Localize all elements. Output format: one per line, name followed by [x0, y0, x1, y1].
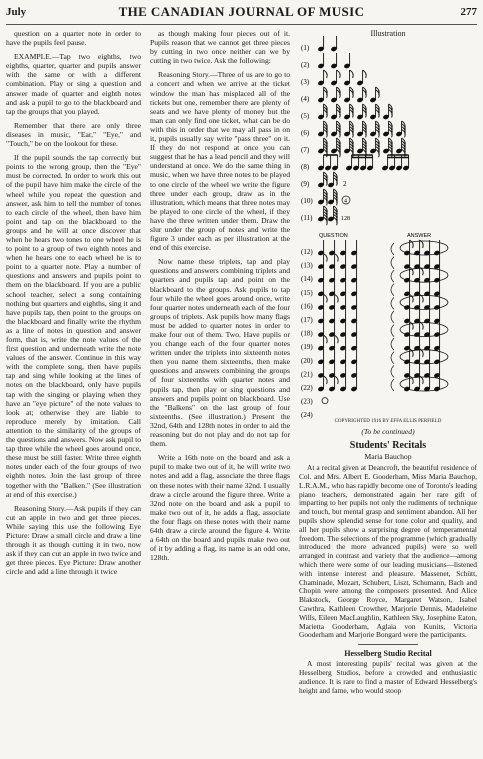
- column-left: [6, 29, 141, 754]
- row-label: (18): [301, 329, 313, 338]
- row-label: (2): [301, 61, 310, 69]
- paragraph: Write a 16th note on the board and ask a pupil to make two out of it, he will write two notes and add a flag, associate the three flags on these notes with their name 32nd. I usually draw a circle around the figure three. Write a 32nd note on the board and ask a pupil to make two out of it, he adds a flag, associate the four flags on these notes with their name 64th draw a circle around the figure 4. Write a 64th on the board and pupils make two out of it by adding a flag, its name is an odd one, 128th.: [150, 453, 290, 563]
- to-be-continued: (To be continued): [361, 427, 415, 436]
- row-label: (9): [301, 180, 310, 188]
- note-flag: [335, 335, 339, 343]
- row-label: (7): [301, 146, 310, 154]
- paragraph: Remember that there are only three diseases in music, "Ear," "Eye," and "Touch," be on the lookout for these.: [6, 120, 141, 149]
- paragraph: as though making four pieces out of it. Pupils reason that we cannot get three pieces by cutting in two once neither can we by cutting in two twice. Ask the following:: [150, 29, 290, 66]
- row-label: (23): [301, 397, 313, 406]
- row-label: (6): [301, 129, 310, 137]
- note-flag: [410, 322, 414, 330]
- row-label: (11): [301, 214, 313, 222]
- row-label: (19): [301, 343, 313, 352]
- recitals-heading: Students' Recitals: [349, 440, 427, 451]
- brace: [391, 379, 394, 391]
- note-flag: [324, 335, 328, 343]
- brace: [391, 257, 394, 269]
- music-illustration: [299, 29, 477, 420]
- note-flag: [410, 349, 414, 357]
- paragraph: Now name these triplets, tap and play questions and answers combining triplets and quarters and pupils tap and point on the blackboard to the groups. Ask pupils to tap four while the wheel goes around once, write four quarter notes underneath each of the four groups of triplets. Ask pupils how many flags must be added to quarter notes in order to make four out of them. Two. Have pupils or you change each of the four quarter notes written under the triplets into sixteenth notes then you name them sixteenths, then make questions and answers combining the groups of four sixteenths with quarter notes and pupils tap, then play or sing questions and answers and pupils point on blackboard. Use the "Balkens" on the last group of four sixteenths. (See illustration.) Present the 32nd, 64th and 128th notes in order to aid the reasoning but do not play and do not tap for them.: [150, 257, 290, 449]
- row-label: (21): [301, 370, 313, 379]
- row-label: (17): [301, 316, 313, 324]
- journal-title: THE CANADIAN JOURNAL OF MUSIC: [118, 4, 365, 19]
- note-flag: [410, 376, 414, 384]
- column-right: [299, 29, 477, 754]
- brace: [391, 365, 394, 377]
- paragraph: EXAMPLE.—Tap two eighths, two eighths, quarter, quarter and pupils answer with the same or with a different combination. Play or sing a question and answer made of quarter and eighth notes and ask a pupil to go to the blackboard and tap the groups that you played.: [6, 52, 141, 116]
- second-recital-body: A most interesting pupils' recital was given at the Hesselberg Studios, before a crowded and enthusiastic audience. It is rare to find a master of Edward Hesselberg's height and fame, who would stoop: [299, 659, 477, 695]
- brace: [391, 270, 394, 282]
- paragraph: question on a quarter note in order to have the pupils feel pause.: [6, 29, 141, 48]
- brace: [391, 352, 394, 364]
- row-label: (4): [301, 95, 310, 103]
- row-label: (5): [301, 112, 310, 120]
- paragraph: Reasoning Story.—Ask pupils if they can cut an apple in two and get three pieces. While saying this use the following Eye Picture: Draw a small circle and draw a line through it as though cutting it in two, now ask if they can cut an apple in two twice and get three pieces. Eye Picture: Draw another circle and add a line through it twice: [6, 503, 141, 577]
- paragraph: Reasoning Story.—Three of us are to go to a concert and when we arrive at the ticket window the man has misplaced all of the tickets but one, remember there are plenty of seats and we have plenty of money but the man can only find one ticket, what can be do with this in order that we may all pass in on it, pupils usually say write "pass three" on it. If they do not respond at once you can suggest that he has a lead pencil and they will understand at once. We do the same thing in music, when we have three notes to be played to one circle of the wheel we write the figure three under each group, draw as in the illustration, which means that three notes may be played to one circle of the wheel, if they have the three written under them. Draw the slur under the group of notes and write the figure 3 under each as per illustration at the end of this exercise.: [150, 70, 290, 253]
- row-label: (14): [301, 275, 313, 284]
- illustration-title: Illustration: [370, 29, 406, 38]
- row-label: (3): [301, 78, 310, 86]
- brace: [391, 338, 394, 350]
- recitals-section: [299, 441, 477, 699]
- note-flag: [324, 294, 328, 302]
- note-flag: [324, 70, 328, 78]
- copyright-note: COPYRIGHTED 1916 BY EFFA ELLIS PERFIELD: [334, 419, 442, 424]
- note-flag: [335, 254, 339, 262]
- count-label: 2: [343, 180, 347, 188]
- row-label: (20): [301, 356, 313, 365]
- row-label: (12): [301, 248, 313, 256]
- column-middle: [150, 29, 290, 754]
- whole-note: [322, 398, 328, 404]
- note-flag: [335, 294, 339, 302]
- row-label: (15): [301, 288, 313, 297]
- note-flag: [363, 70, 367, 78]
- note-flag: [324, 376, 328, 384]
- note-flag: [410, 240, 414, 248]
- recitals-subtitle: Maria Bauchop: [364, 452, 412, 462]
- row-label: (24): [301, 411, 313, 420]
- page-number: 277: [460, 6, 477, 18]
- count-label: 4: [344, 198, 347, 205]
- note-flag: [324, 254, 328, 262]
- brace: [391, 284, 394, 296]
- brace: [391, 311, 394, 323]
- question-label: QUESTION: [319, 233, 348, 239]
- divider: [358, 644, 418, 645]
- row-label: (22): [301, 384, 313, 392]
- brace: [391, 243, 394, 255]
- recitals-body: At a recital given at Deancroft, the beautiful residence of Col. and Mrs. Albert E. Gooderham, Miss Maria Bauchop, L.R.A.M., who has rapidly become one of Toronto's leading piano teachers, demonstrated again her rare gift of imparting to her pupils not only the rudiments of technique and touch, but mental grasp and sentiment abandon. All her pupils show splendid sense for tone color and quality, and all her pupils show a surprising degree of temperamental freedom. The selections of the programme (which gradually introduced the more advanced pupils) were so well arranged in contrast and variety that the audience—among which there were some of our leading musicians—listened with intense interest and pleasure. Massenet, Schütt, Chaminade, Mozart, Schubert, Liszt, Schumann, Bach and Chopin were among the composers presented. And Alice Blakstock, George Royce, Margaret Watson, Isabel Cawthra, Kathleen Crowther, Marjorie Dennis, Madeleine Wills, Eileen MacLaughlin, Kathleen Sky, Josephine Eaton, Marietta Gooderham, Aglaia von Kunits, Victoria Gooderham and Marjorie Bongard were the participants.: [299, 463, 477, 640]
- row-label: (13): [301, 261, 313, 270]
- note-flag: [335, 376, 339, 384]
- page-header: [6, 4, 477, 25]
- notation-diagram: [299, 29, 477, 420]
- note-flag: [337, 70, 341, 78]
- note-flag: [350, 70, 354, 78]
- answer-label: ANSWER: [407, 233, 432, 239]
- row-label: (1): [301, 44, 310, 52]
- header-month: July: [6, 6, 27, 18]
- brace: [391, 297, 394, 309]
- row-label: (16): [301, 302, 313, 311]
- paragraph: If the pupil sounds the tap correctly but points to the wrong group, then the "Eye" must be corrected. In order to work this out of the pupil have him make the circle of the wheel while you repeat the question and answer, ask him to tell the number of tones to each circle of the wheel, then have him point and tap on the blackboard to the groups and he will at once discover that when he hears two tones to one wheel he is to point to a group of two eighth notes and when he hears one to each wheel he is to point to a quarter note. Play a number of questions and answers and pupils point to them on the blackboard. If you are a public school teacher, select a song containing nothing but quarters and eighths, sing it and have pupils tap, then point to the groups on the blackboard and finally write the rhythm as a line of notes in question and answer form, that is, write the note values of the first question and underneath write the note values of the answer. Continue in this way with the complete song, then have pupils tap and sing while looking at the lines of notes on the blackboard, only have pupils tap with the singing or playing when they have an "eye picture" of the note values to look at; otherwise they are liable to reproduce merely by imitation. Call attention to the similarity of the groups of the questions and answers. Now ask pupil to tap three while the wheel goes around once, these must be still faster. Write three eighth notes under each of the four groups of two eighth notes. Join the last group of three together with the "Balken." (See illustration at end of this exercise.): [6, 153, 141, 499]
- row-label: (8): [301, 163, 310, 171]
- note-flag: [410, 294, 414, 302]
- second-recital-heading: Hesselberg Studio Recital: [344, 649, 432, 659]
- count-label: 128: [341, 216, 350, 222]
- row-label: (10): [301, 197, 313, 205]
- brace: [391, 325, 394, 337]
- note-flag: [410, 267, 414, 275]
